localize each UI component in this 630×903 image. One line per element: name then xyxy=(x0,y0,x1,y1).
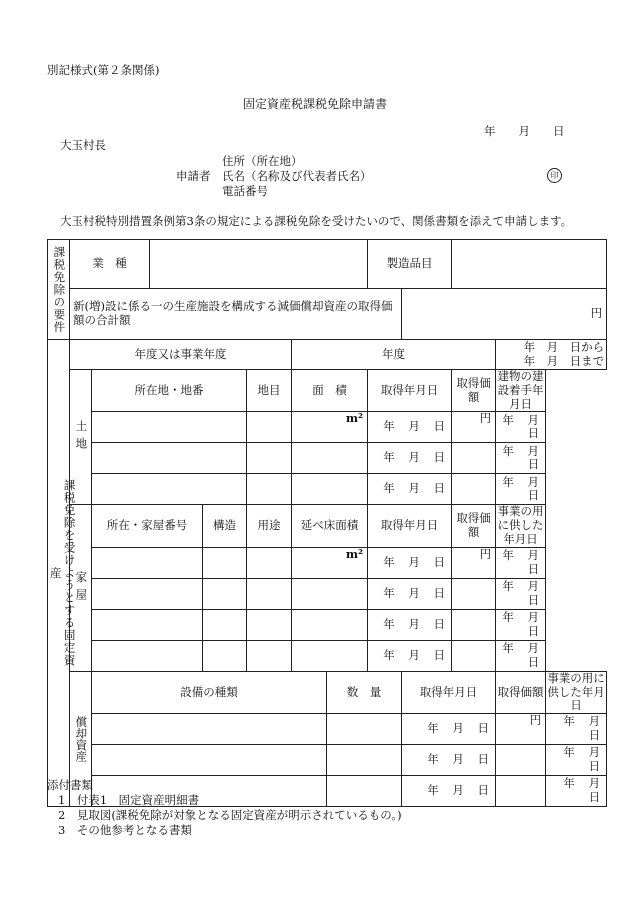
fiscal-year-field[interactable]: 年度 xyxy=(292,340,496,370)
depreciable-acq-price-field[interactable] xyxy=(496,745,546,776)
yen-unit: 円 xyxy=(479,546,492,561)
building-floor-area-field[interactable] xyxy=(292,578,368,609)
land-start-date-field[interactable]: 年 月 日 xyxy=(496,443,546,474)
land-location-field[interactable] xyxy=(92,412,247,443)
land-col-category: 地目 xyxy=(247,370,292,412)
depreciable-acq-date-field[interactable]: 年 月 日 xyxy=(402,776,496,807)
business-type-label: 業 種 xyxy=(70,240,150,289)
m2-unit: m² xyxy=(345,411,364,426)
requirements-section-label: 課税免除の要件 xyxy=(48,240,70,340)
land-acq-date-field[interactable]: 年 月 日 xyxy=(368,443,452,474)
addressee: 大玉村長 xyxy=(60,138,106,152)
total-cost-field[interactable] xyxy=(402,289,607,340)
depreciable-col-kind: 設備の種類 xyxy=(92,671,327,713)
applicant-name: 氏名（名称及び代表者氏名） xyxy=(222,169,372,183)
land-acq-price-field[interactable] xyxy=(452,474,496,505)
applicant-phone: 電話番号 xyxy=(222,184,268,198)
land-location-field[interactable] xyxy=(92,443,247,474)
depreciable-qty-field[interactable] xyxy=(327,714,402,745)
applicant-label: 申請者 xyxy=(176,169,211,183)
land-acq-price-field[interactable] xyxy=(452,443,496,474)
building-col-acq-date: 取得年月日 xyxy=(368,505,452,547)
page-title: 固定資産税課税免除申請書 xyxy=(242,97,387,111)
period-from: 年 月 日から xyxy=(523,340,605,355)
land-category-field[interactable] xyxy=(247,474,292,505)
form-reference: 別記様式(第２条関係) xyxy=(47,63,160,77)
land-col-area: 面 積 xyxy=(292,370,368,412)
depreciable-acq-price-field[interactable] xyxy=(496,714,546,745)
building-structure-field[interactable] xyxy=(203,578,247,609)
building-location-field[interactable] xyxy=(92,578,203,609)
assets-section-label: 課税免除を受けようとする固定資産 xyxy=(48,340,70,807)
land-label: 土地 xyxy=(70,370,92,505)
land-acq-date-field[interactable]: 年 月 日 xyxy=(368,412,452,443)
attachment-item: 1 付表1 固定資産明細書 xyxy=(58,793,200,807)
seal-icon: 印 xyxy=(547,168,562,183)
date-line: 年 月 日 xyxy=(484,124,565,138)
depreciable-acq-price-field[interactable] xyxy=(496,776,546,807)
depreciable-col-use-date: 事業の用に供した年月日 xyxy=(547,670,605,713)
depreciable-use-date-field[interactable]: 年 月 日 xyxy=(546,745,607,776)
building-use-date-field[interactable]: 年 月 日 xyxy=(496,578,546,609)
building-acq-date-field[interactable]: 年 月 日 xyxy=(368,578,452,609)
application-statement: 大玉村税特別措置条例第3条の規定による課税免除を受けたいので、関係書類を添えて申請します。 xyxy=(60,214,573,228)
land-col-location: 所在地・地番 xyxy=(92,370,247,412)
depreciable-use-date-field[interactable]: 年 月 日 xyxy=(546,714,607,745)
building-col-floor-area: 延べ床面積 xyxy=(292,505,368,547)
depreciable-kind-field[interactable] xyxy=(92,745,327,776)
building-col-location: 所在・家屋番号 xyxy=(92,505,203,547)
land-col-acq-price: 取得価額 xyxy=(452,370,496,412)
building-floor-area-field[interactable] xyxy=(292,547,368,578)
building-label: 家屋 xyxy=(70,505,92,671)
building-structure-field[interactable] xyxy=(203,640,247,671)
yen-unit: 円 xyxy=(590,306,603,321)
land-acq-date-field[interactable]: 年 月 日 xyxy=(368,474,452,505)
building-acq-date-field[interactable]: 年 月 日 xyxy=(368,640,452,671)
land-category-field[interactable] xyxy=(247,412,292,443)
depreciable-col-acq-price: 取得価額 xyxy=(496,671,546,713)
depreciable-kind-field[interactable] xyxy=(92,714,327,745)
application-form-table xyxy=(47,239,607,807)
land-start-date-field[interactable]: 年 月 日 xyxy=(496,474,546,505)
depreciable-col-qty: 数 量 xyxy=(327,671,402,713)
building-acq-price-field[interactable] xyxy=(452,640,496,671)
building-acq-price-field[interactable] xyxy=(452,578,496,609)
building-col-structure: 構造 xyxy=(203,505,247,547)
building-use-date-field[interactable]: 年 月 日 xyxy=(496,640,546,671)
building-col-use: 用途 xyxy=(247,505,292,547)
building-col-acq-price: 取得価額 xyxy=(452,505,496,547)
depreciable-acq-date-field[interactable]: 年 月 日 xyxy=(402,714,496,745)
land-category-field[interactable] xyxy=(247,443,292,474)
year-label: 年度又は事業年度 xyxy=(70,340,292,370)
seal-mark xyxy=(547,167,562,183)
building-use-field[interactable] xyxy=(247,640,292,671)
building-structure-field[interactable] xyxy=(203,609,247,640)
depreciable-qty-field[interactable] xyxy=(327,776,402,807)
attachments-title: 添付書類 xyxy=(47,778,93,792)
building-use-date-field[interactable]: 年 月 日 xyxy=(496,547,546,578)
yen-unit: 円 xyxy=(529,713,542,728)
land-location-field[interactable] xyxy=(92,474,247,505)
land-col-acq-date: 取得年月日 xyxy=(368,370,452,412)
building-acq-price-field[interactable] xyxy=(452,547,496,578)
period-to: 年 月 日まで xyxy=(523,353,605,368)
building-acq-date-field[interactable]: 年 月 日 xyxy=(368,609,452,640)
building-use-date-field[interactable]: 年 月 日 xyxy=(496,609,546,640)
applicant-address: 住所（所在地） xyxy=(222,154,303,168)
building-use-field[interactable] xyxy=(247,547,292,578)
land-area-field[interactable] xyxy=(292,412,368,443)
building-col-use-date: 事業の用に供した年月日 xyxy=(497,504,544,546)
depreciable-use-date-field[interactable]: 年 月 日 xyxy=(546,776,607,807)
building-use-field[interactable] xyxy=(247,609,292,640)
building-location-field[interactable] xyxy=(92,547,203,578)
depreciable-acq-date-field[interactable]: 年 月 日 xyxy=(402,745,496,776)
building-structure-field[interactable] xyxy=(203,547,247,578)
building-floor-area-field[interactable] xyxy=(292,640,368,671)
land-start-date-field[interactable]: 年 月 日 xyxy=(496,412,546,443)
land-area-field[interactable] xyxy=(292,474,368,505)
m2-unit: m² xyxy=(345,546,364,561)
depreciable-qty-field[interactable] xyxy=(327,745,402,776)
building-location-field[interactable] xyxy=(92,609,203,640)
building-use-field[interactable] xyxy=(247,578,292,609)
land-col-start-date: 建物の建設着手年月日 xyxy=(497,369,544,411)
building-acq-date-field[interactable]: 年 月 日 xyxy=(368,547,452,578)
depreciable-col-acq-date: 取得年月日 xyxy=(402,671,496,713)
product-field[interactable] xyxy=(452,240,607,289)
attachment-item: 3 その他参考となる書類 xyxy=(58,823,192,837)
depreciable-label: 償却資産 xyxy=(70,671,92,806)
yen-unit: 円 xyxy=(479,411,492,426)
land-area-field[interactable] xyxy=(292,443,368,474)
total-cost-label: 新(増)設に係る一の生産施設を構成する減価償却資産の取得価額の合計額 xyxy=(70,289,402,340)
attachment-item: 2 見取図(課税免除が対象となる固定資産が明示されているもの。) xyxy=(58,808,402,822)
building-floor-area-field[interactable] xyxy=(292,609,368,640)
product-label: 製造品目 xyxy=(368,240,452,289)
building-acq-price-field[interactable] xyxy=(452,609,496,640)
land-acq-price-field[interactable] xyxy=(452,412,496,443)
period-field[interactable] xyxy=(496,340,607,370)
building-location-field[interactable] xyxy=(92,640,203,671)
business-type-field[interactable] xyxy=(150,240,368,289)
